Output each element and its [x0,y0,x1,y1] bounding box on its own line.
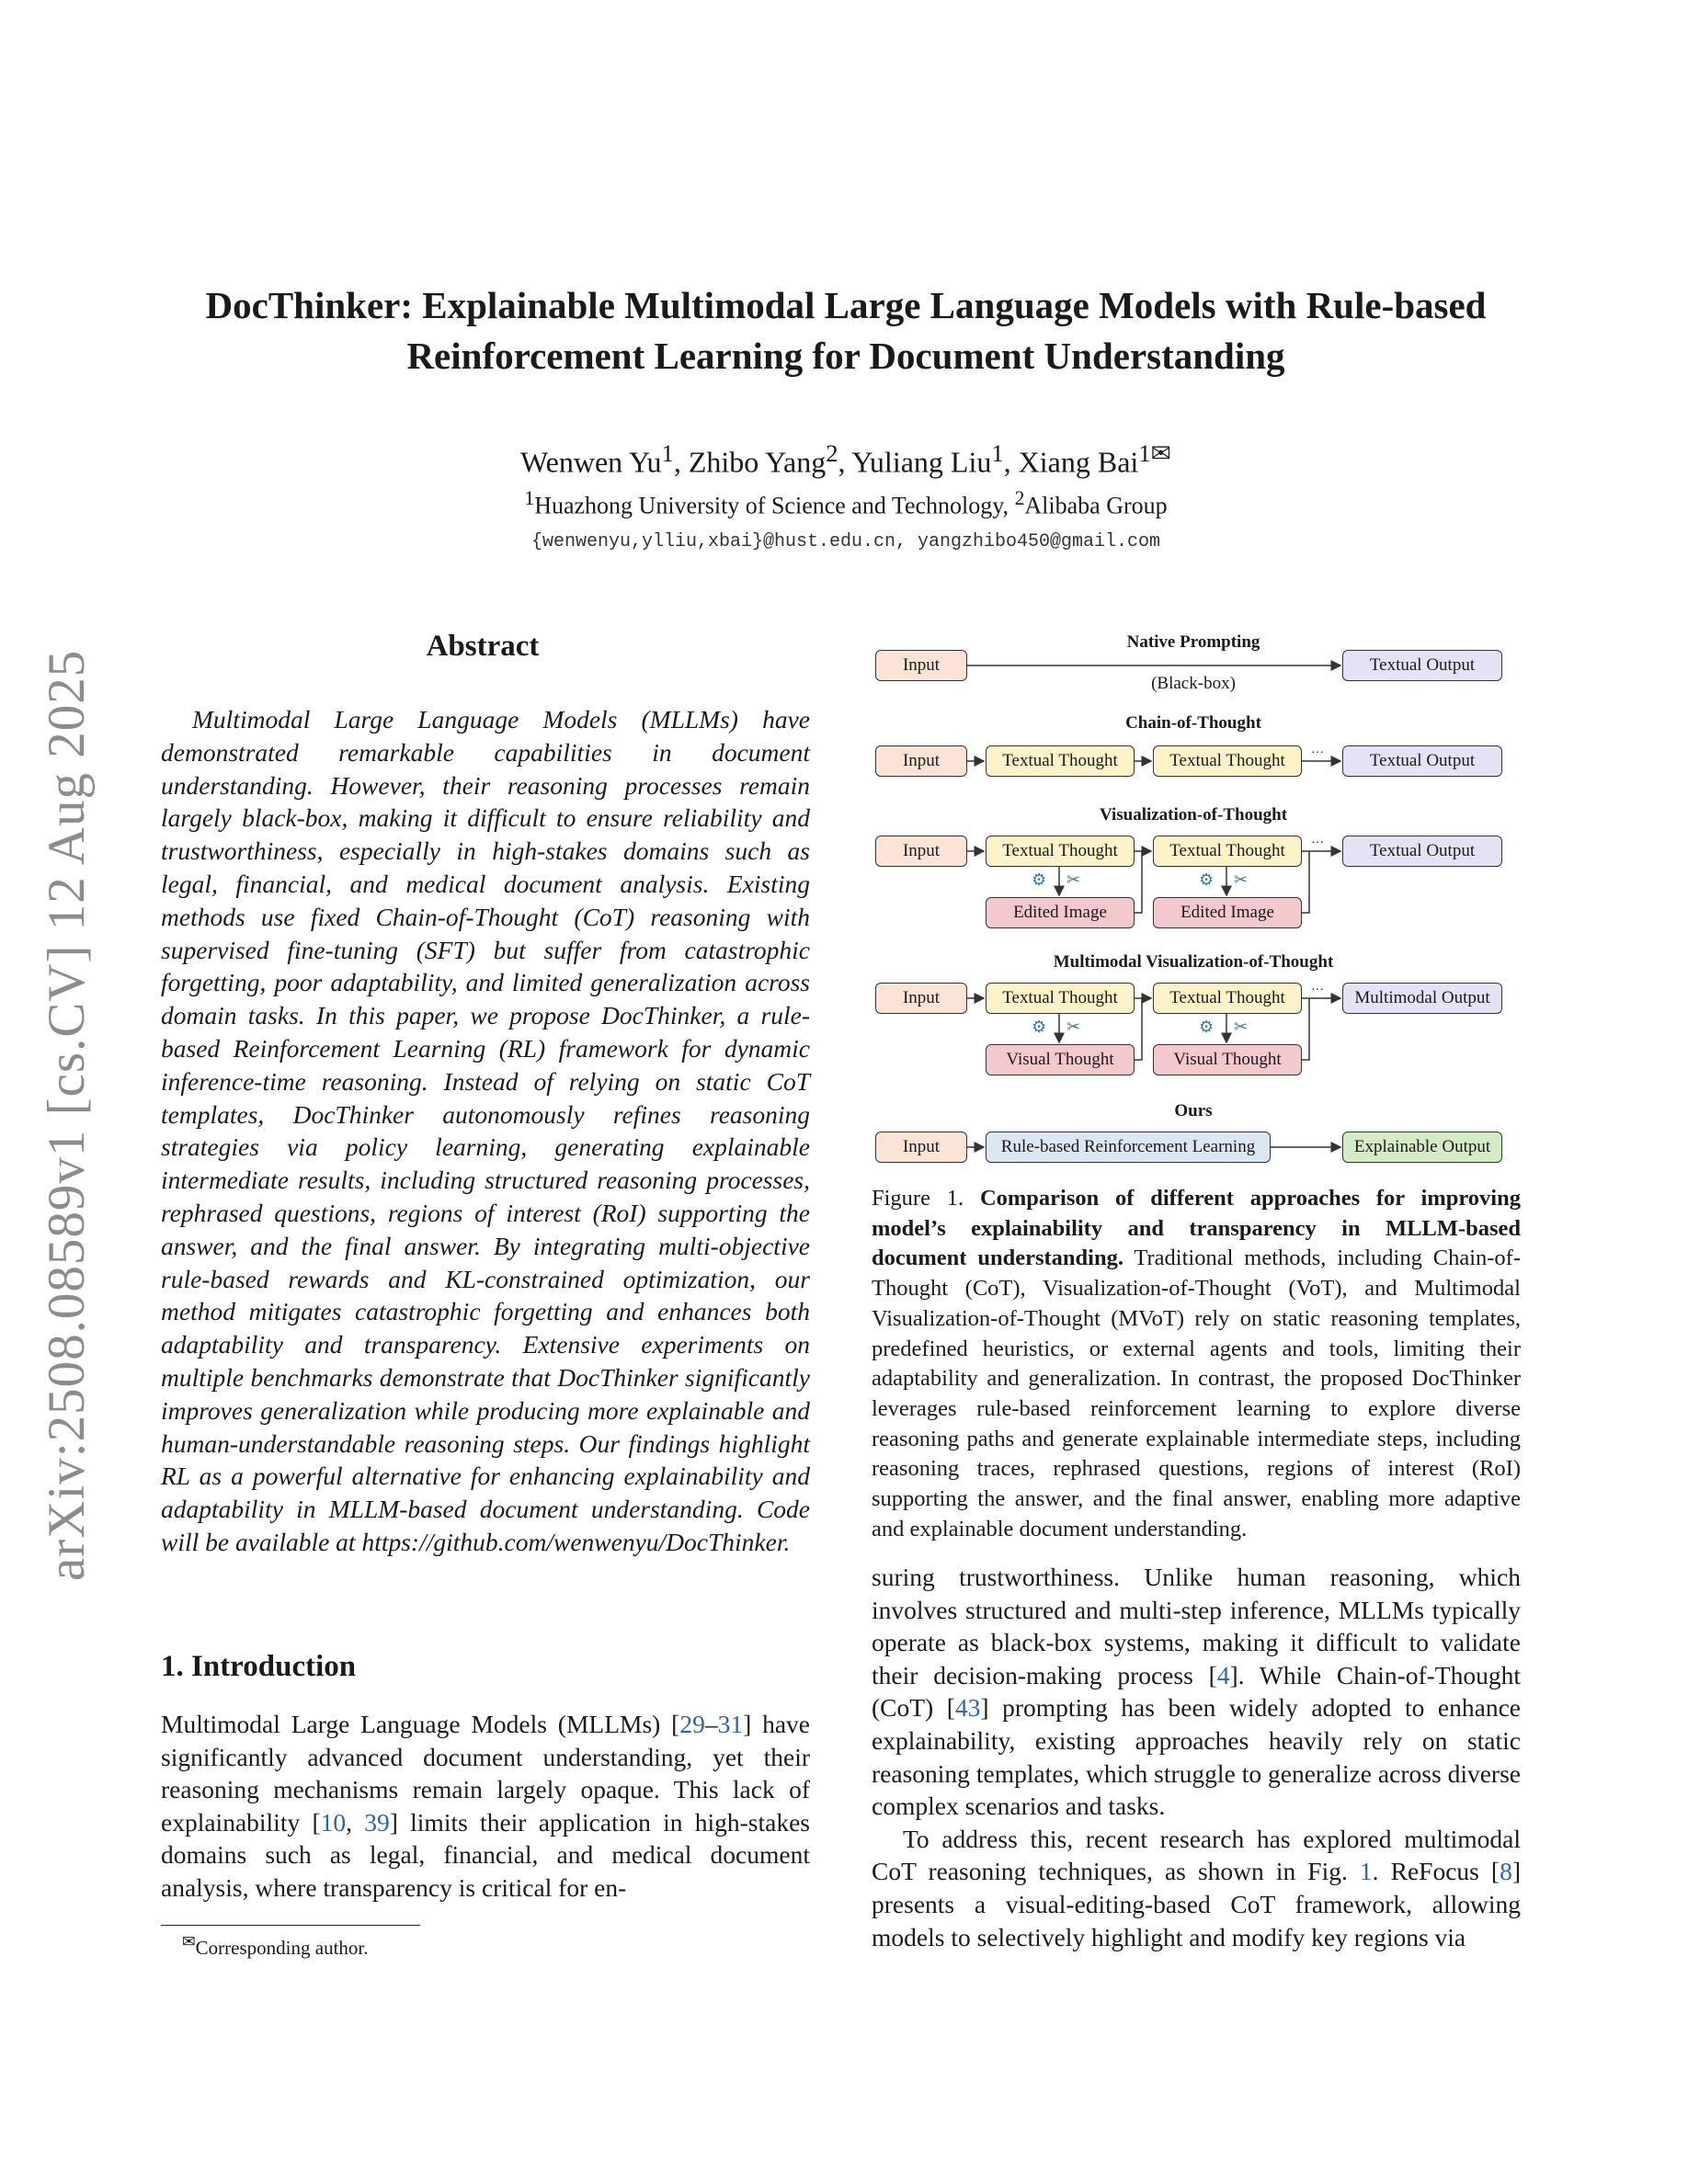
figure-link[interactable]: 1 [1359,1857,1373,1886]
visualization-of-thought-title: Visualization-of-Thought [1099,805,1288,825]
citation-link[interactable]: 31 [717,1710,744,1738]
caption-label: Figure 1. [872,1186,980,1211]
mvot-title: Multimodal Visualization-of-Thought [1053,952,1334,972]
input-box: Input [875,650,967,681]
textual-thought-box: Textual Thought [986,745,1135,777]
citation-link[interactable]: 29 [679,1710,705,1738]
author-list: Wenwen Yu$^1$, Zhibo Yang$^2$, Yuliang Liu$^1$, Xiang Bai$^{1✉}$ [520,439,1171,479]
text-run: To address this, recent research has explored multimodal CoT reasoning techniques, as shown in Fig. [872,1824,1521,1886]
author-name: Zhibo Yang [688,445,827,479]
edited-image-box: Edited Image [986,897,1135,928]
input-box: Input [875,983,967,1014]
textual-output-box: Textual Output [1342,745,1502,777]
text-run: ] presents a visual-editing-based CoT framework, allowing models to selectively highlight and modify key regions via [872,1857,1521,1951]
footnote [182,1932,368,1960]
robot-icon: ⚙ [1199,870,1215,890]
textual-output-box: Textual Output [1342,836,1502,867]
black-box-label: (Black-box) [1151,674,1236,693]
affil-sup: 2 [1014,487,1025,509]
caption-bold: Comparison of different approaches for improving model’s explainability and transparency in MLLM-based document understanding. [872,1186,1521,1271]
tools-icon: ✂ [1234,870,1249,890]
abstract-text: Multimodal Large Language Models (MLLMs) have demonstrated remarkable capabilities in document understanding. However, their reasoning processes remain largely black-box, making it difficult to ensure reliability and trustworthiness, especially in high-stakes domains such as legal, financial, and medical document analysis. Existing methods use fixed Chain-of-Thought (CoT) reasoning with supervised fine-tuning (SFT) but suffer from catastrophic forgetting, poor adaptability, and limited generalization across domain tasks. In this paper, we propose DocThinker, a rule-based Reinforcement Learning (RL) framework for dynamic inference-time reasoning. Instead of relying on static CoT templates, DocThinker autonomously refines reasoning strategies via policy learning, generating explainable intermediate results, including structured reasoning processes, rephrased questions, regions of interest (RoI) supporting the answer, and the final answer. By integrating multi-objective rule-based rewards and KL-constrained optimization, our method mitigates catastrophic forgetting and enhances both adaptability and transparency. Extensive experiments on multiple benchmarks demonstrate that DocThinker significantly improves generalization while producing more explainable and human-understandable reasoning steps. Our findings highlight RL as a powerful alternative for enhancing explainability and adaptability in MLLM-based document understanding. Code will be available at https://github.com/wenwenyu/DocThinker. [161,705,810,1556]
text-run: , [346,1807,365,1837]
text-run: ] prompting has been widely adopted to enhance explainability, existing approaches heavily rely on static reasoning templates, which struggle to generalize across diverse complex scenarios and tasks. [872,1693,1521,1821]
textual-thought-box: Textual Thought [986,983,1135,1014]
textual-thought-box: Textual Thought [1153,836,1302,867]
text-run: . ReFocus [ [1372,1857,1500,1886]
figure-1 [872,632,1515,1175]
visual-thought-box: Visual Thought [1153,1044,1302,1075]
chain-of-thought-title: Chain-of-Thought [1125,713,1261,733]
edited-image-box: Edited Image [1153,897,1302,928]
abstract-heading: Abstract [426,630,540,663]
affiliations [110,487,1581,520]
textual-thought-box: Textual Thought [1153,745,1302,777]
citation-link[interactable]: 4 [1216,1660,1230,1689]
intro-paragraph [161,1708,810,1905]
author-name: Wenwen Yu [520,445,662,479]
robot-icon: ⚙ [1032,870,1047,890]
input-box: Input [875,745,967,777]
citation-link[interactable]: 39 [364,1807,390,1837]
visual-thought-box: Visual Thought [986,1044,1135,1075]
body-paragraph [872,1823,1521,1953]
author-emails: {wenwenyu,ylliu,xbai}@hust.edu.cn, yangzhibo450@gmail.com [530,531,1161,552]
tools-icon: ✂ [1234,1018,1249,1037]
explainable-output-box: Explainable Output [1342,1132,1502,1163]
affiliation-2: Alibaba Group [1024,492,1168,519]
footnote-text: Corresponding author. [195,1937,369,1959]
citation-link[interactable]: 10 [320,1807,347,1837]
intro-body [161,1708,810,1905]
multimodal-output-box: Multimodal Output [1342,983,1502,1014]
ours-title: Ours [1174,1101,1213,1120]
input-box: Input [875,1132,967,1163]
author-sup: 1✉ [1138,439,1171,467]
citation-link[interactable]: 43 [954,1693,981,1723]
tools-icon: ✂ [1066,1018,1081,1037]
ellipsis: ··· [1311,746,1324,760]
ellipsis: ··· [1311,836,1324,850]
text-run: ] have significantly advanced document understanding, yet their reasoning mechanisms remain largely opaque. This lack of explainability [ [161,1710,810,1837]
author-sup: 1 [991,439,1004,467]
textual-thought-box: Textual Thought [1153,983,1302,1014]
intro-heading: 1. Introduction [161,1650,357,1683]
tools-icon: ✂ [1066,870,1081,890]
native-prompting-title: Native Prompting [1126,632,1260,652]
ellipsis: ··· [1311,984,1324,997]
abstract-body [161,703,810,1559]
text-run: ]. While Chain-of-Thought (CoT) [ [872,1660,1521,1723]
author-name: Yuliang Liu [851,445,992,479]
text-run: suring trustworthiness. Unlike human reasoning, which involves structured and multi-step inference, MLLMs typically operate as black-box systems, making it difficult to validate their decision-making process [ [872,1563,1521,1689]
body-paragraph [872,1561,1521,1823]
rule-based-rl-box: Rule-based Reinforcement Learning [986,1132,1271,1163]
textual-output-box: Textual Output [1342,650,1502,681]
robot-icon: ⚙ [1199,1018,1215,1037]
robot-icon: ⚙ [1032,1018,1047,1037]
text-run: – [704,1710,718,1738]
arxiv-stamp: arXiv:2508.08589v1 [cs.CV] 12 Aug 2025 [38,649,96,1581]
author-sup: 1 [661,439,674,467]
citation-link[interactable]: 8 [1500,1857,1512,1886]
footnote-rule [161,1925,420,1926]
text-run: ] limits their application in high-stakes domains such as legal, financial, and medical document analysis, where transparency is critical for en- [161,1807,811,1902]
right-column-body [872,1561,1521,1953]
figure-caption [872,1184,1521,1544]
textual-thought-box: Textual Thought [986,836,1135,867]
footnote-mark: ✉ [182,1932,196,1951]
caption-text: Traditional methods, including Chain-of-Thought (CoT), Visualization-of-Thought (VoT), and Multimodal Visualization-of-Thought (MVoT) rely on static reasoning templates, predefined heuristics, or external agents and tools, limiting their adaptability and generalization. In contrast, the proposed DocThinker leverages rule-based reinforcement learning to explore diverse reasoning paths and generate explainable intermediate steps, including reasoning traces, rephrased questions, regions of interest (RoI) supporting the answer, and the final answer, enabling more adaptive and explainable document understanding. [872,1246,1521,1541]
text-run: Multimodal Large Language Models (MLLMs) [ [161,1710,680,1738]
input-box: Input [875,836,967,867]
paper-title [110,280,1581,381]
affil-sup: 1 [524,487,535,509]
author-name: Xiang Bai [1018,445,1139,479]
title-line-2: Reinforcement Learning for Document Understanding [406,335,1285,377]
affiliation-1: Huazhong University of Science and Technology, [534,492,1015,519]
title-line-1: DocThinker: Explainable Multimodal Large Language Models with Rule-based [205,284,1487,326]
author-sup: 2 [826,439,838,467]
